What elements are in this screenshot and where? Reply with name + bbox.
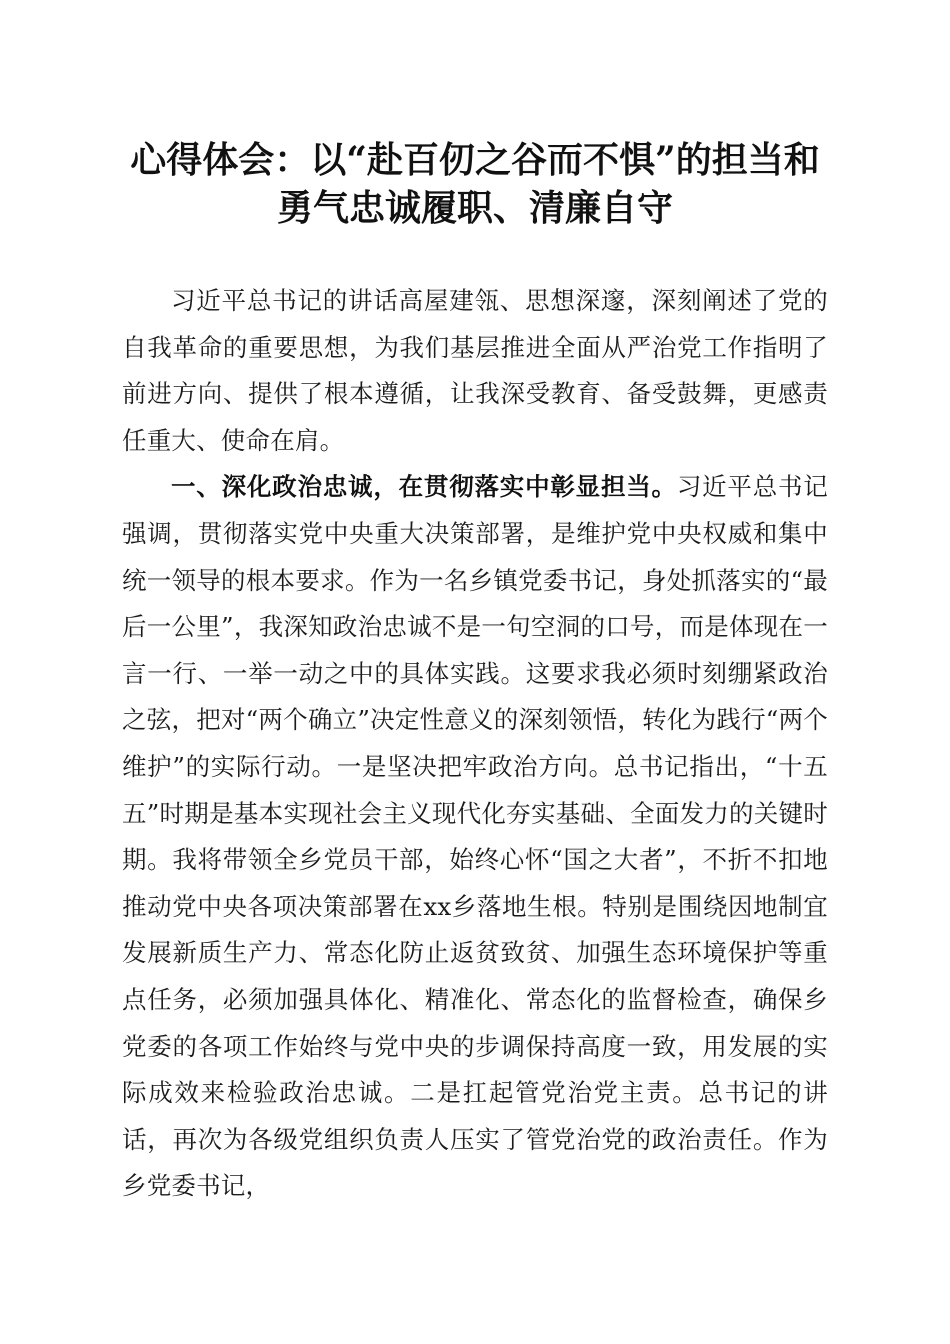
title-line-1: 心得体会：以“赴百仞之谷而不惧”的担当和 [130, 139, 820, 181]
section-1-heading: 一、深化政治忠诚，在贯彻落实中彰显担当。 [171, 472, 677, 502]
section-1-paragraph [122, 464, 828, 1210]
section-1-body: 习近平总书记强调，贯彻落实党中央重大决策部署，是维护党中央权威和集中统一领导的根本要求。作为一名乡镇党委书记，身处抓落实的“最后一公里”，我深知政治忠诚不是一句空洞的口号，而是体现在一言一行、一举一动之中的具体实践。这要求我必须时刻绷紧政治之弦，把对“两个确立”决定性意义的深刻领悟，转化为践行“两个维护”的实际行动。一是坚决把牢政治方向。总书记指出，“十五五”时期是基本实现社会主义现代化夯实基础、全面发力的关键时期。我将带领全乡党员干部，始终心怀“国之大者”，不折不扣地推动党中央各项决策部署在xx乡落地生根。特别是围绕因地制宜发展新质生产力、常态化防止返贫致贫、加强生态环境保护等重点任务，必须加强具体化、精准化、常态化的监督检查，确保乡党委的各项工作始终与党中央的步调保持高度一致，用发展的实际成效来检验政治忠诚。二是扛起管党治党主责。总书记的讲话，再次为各级党组织负责人压实了管党治党的政治责任。作为乡党委书记， [122, 472, 829, 1201]
document-title [100, 136, 850, 232]
document-body [122, 278, 828, 1210]
intro-paragraph: 习近平总书记的讲话高屋建瓴、思想深邃，深刻阐述了党的自我革命的重要思想，为我们基层推进全面从严治党工作指明了前进方向、提供了根本遵循，让我深受教育、备受鼓舞，更感责任重大、使命在肩。 [122, 286, 828, 455]
title-line-2: 勇气忠诚履职、清廉自守 [276, 187, 673, 229]
